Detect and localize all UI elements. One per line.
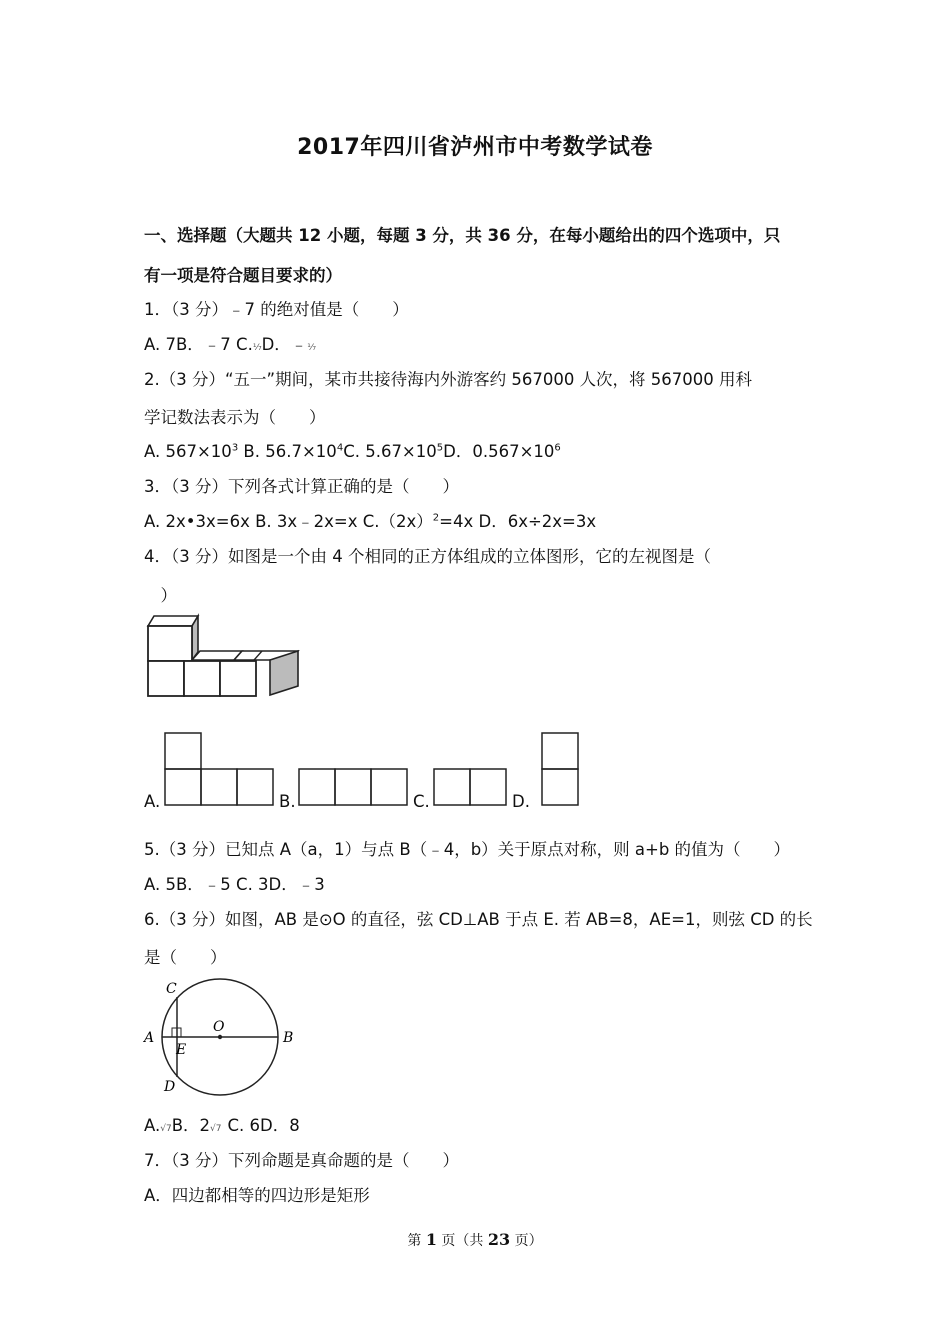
q4-option-b-label: B. (279, 792, 296, 811)
q4-stem-line1: 4．（3 分）如图是一个由 4 个相同的正方体组成的立体图形，它的左视图是（ (144, 547, 711, 566)
q6-option-a: A. (144, 1116, 161, 1135)
q1-fraction-d: ⅐ (307, 343, 317, 353)
q1-options (144, 331, 316, 355)
q6-root-b: √7 (210, 1124, 222, 1134)
q2-options (144, 438, 561, 462)
q1-fraction-c: ⅐ (252, 343, 262, 353)
q6-option-cd: C. 6D．8 (227, 1116, 300, 1135)
q6-stem-line1: 6.（3 分）如图，AB 是⊙O 的直径，弦 CD⊥AB 于点 E. 若 AB=8，AE=1，则弦 CD 的长 (144, 910, 813, 929)
q5-options: A. 5B．﹣5 C. 3D．﹣3 (144, 875, 325, 894)
footer-mid: 页（共 (436, 1233, 488, 1249)
q3-stem: 3．（3 分）下列各式计算正确的是（ ） (144, 477, 459, 496)
q2-option-a: A. 567×10 (144, 442, 232, 461)
q2-exp-c: 5 (436, 442, 444, 454)
q7-stem: 7．（3 分）下列命题是真命题的是（ ） (144, 1151, 459, 1170)
q6-label-b: B (283, 1030, 294, 1046)
footer-page-number: 1 (425, 1230, 437, 1249)
page-footer (0, 1230, 950, 1250)
footer-total-pages: 23 (487, 1230, 511, 1249)
q6-stem-line2: 是（ ） (144, 948, 227, 967)
q4-option-c-label: C. (413, 792, 430, 811)
q5-stem: 5.（3 分）已知点 A（a，1）与点 B（﹣4，b）关于原点对称，则 a+b 的值为（ ） (144, 840, 791, 859)
q4-option-d-figure (541, 732, 581, 806)
q6-options (144, 1112, 300, 1136)
page-title: 2017年四川省泸州市中考数学试卷 (297, 135, 653, 160)
q1-option-abc: A. 7B．﹣7 C. (144, 335, 253, 354)
section-heading-line2: 有一项是符合题目要求的） (144, 266, 342, 285)
q1-option-d: D．﹣ (261, 335, 308, 354)
q6-label-c: C (166, 981, 177, 997)
q1-stem: 1．（3 分）﹣7 的绝对值是（ ） (144, 300, 409, 319)
q6-label-a: A (144, 1030, 155, 1046)
q4-stem-line2: ） (144, 586, 177, 605)
q2-exp-b: 4 (336, 442, 344, 454)
q2-option-c: C. 5.67×10 (343, 442, 437, 461)
q7-option-a: A．四边都相等的四边形是矩形 (144, 1186, 370, 1205)
q2-option-d: D．0.567×10 (443, 442, 555, 461)
q2-stem-line1: 2.（3 分）“五一”期间，某市共接待海内外游客约 567000 人次，将 567000 用科 (144, 370, 753, 389)
q6-option-b: B．2 (171, 1116, 211, 1135)
q4-option-d-label: D. (512, 792, 530, 811)
q6-label-e: E (176, 1042, 187, 1058)
q3-exp-c: 2 (432, 512, 440, 524)
q2-exp-a: 3 (231, 442, 239, 454)
q2-option-b: B. 56.7×10 (238, 442, 337, 461)
section-heading-line1: 一、选择题（大题共 12 小题，每题 3 分，共 36 分，在每小题给出的四个选项中，只 (144, 226, 781, 245)
q6-label-d: D (164, 1079, 176, 1095)
q4-option-c-figure (433, 768, 509, 806)
q6-label-o: O (213, 1019, 225, 1035)
q4-option-a-label: A. (144, 792, 161, 811)
q6-root-a: √7 (160, 1124, 172, 1134)
q3-option-ab: A. 2x•3x=6x B. 3x﹣2x=x C.（2x） (144, 512, 433, 531)
footer-suffix: 页） (510, 1233, 543, 1249)
q3-options (144, 508, 596, 532)
q3-option-cd: =4x D．6x÷2x=3x (439, 512, 597, 531)
q4-solid-figure (140, 610, 310, 700)
q4-option-a-figure (164, 732, 276, 806)
q6-circle-figure (140, 975, 305, 1100)
q2-stem-line2: 学记数法表示为（ ） (144, 408, 326, 427)
q2-exp-d: 6 (554, 442, 561, 454)
q4-option-b-figure (298, 768, 410, 806)
footer-prefix: 第 (407, 1233, 426, 1249)
